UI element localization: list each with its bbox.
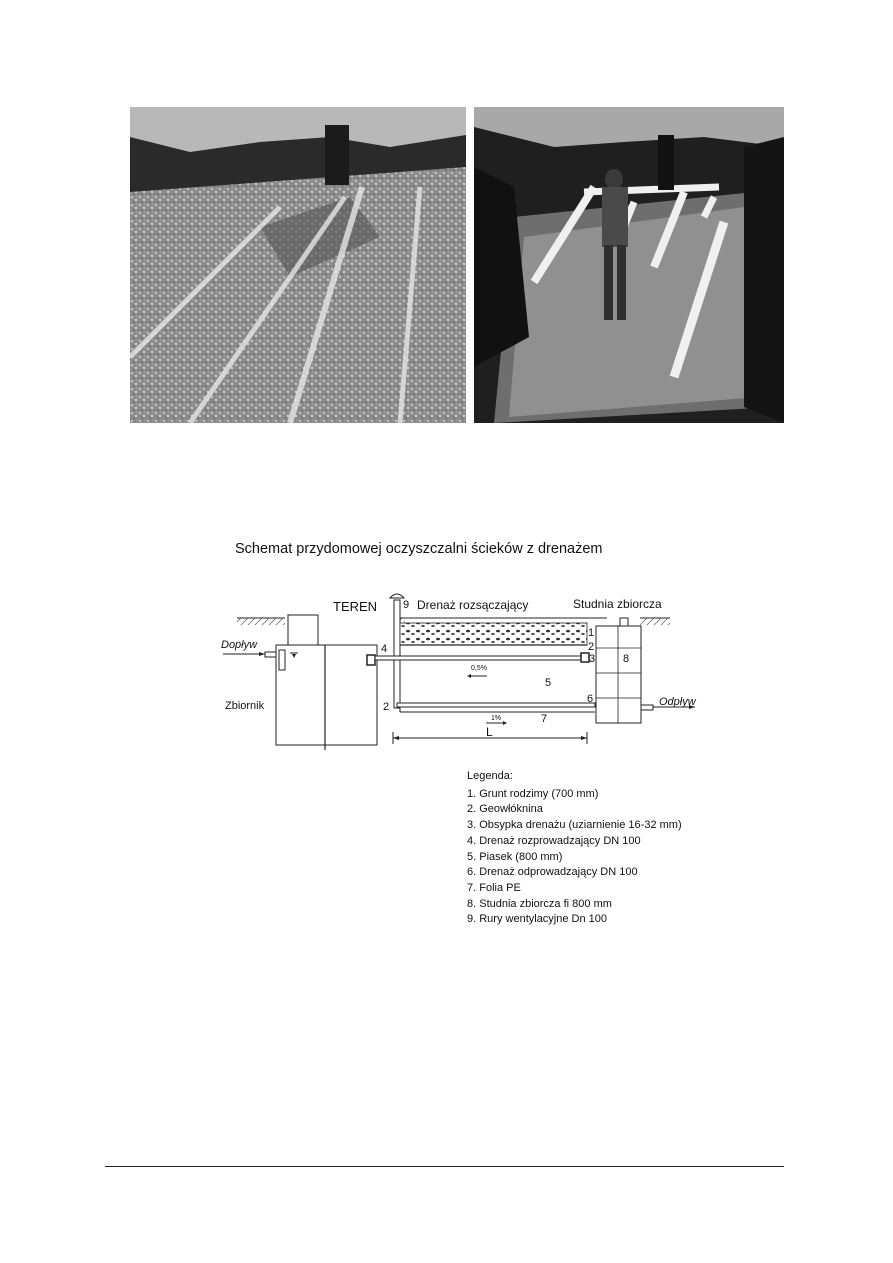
legend-item: 1. Grunt rodzimy (700 mm) (467, 787, 599, 800)
photo-drain-pipes (474, 107, 784, 423)
ventilation-pipe (390, 594, 404, 708)
legend-item: 4. Drenaż rozprowadzający DN 100 (467, 834, 641, 847)
callout-4: 4 (381, 643, 388, 655)
callout-9: 9 (403, 599, 410, 611)
label-length: L (486, 725, 493, 739)
label-studnia: Studnia zbiorcza (573, 597, 662, 611)
label-doplyw: Dopływ (221, 639, 258, 651)
label-odplyw: Odpływ (659, 696, 696, 708)
drainage-bed (375, 623, 595, 725)
label-slope-top: 0,5% (471, 665, 487, 672)
legend-item: 9. Rury wentylacyjne Dn 100 (467, 913, 608, 926)
callout-2-tank: 2 (383, 701, 390, 713)
legend (467, 769, 682, 928)
label-zbiornik: Zbiornik (225, 700, 265, 712)
legend-item: 3. Obsypka drenażu (uziarnienie 16-32 mm) (467, 819, 682, 832)
legend-list (467, 787, 682, 928)
legend-item: 6. Drenaż odprowadzający DN 100 (467, 866, 638, 879)
wastewater-schematic (215, 588, 715, 760)
callout-1: 1 (588, 627, 595, 639)
footer-rule (105, 1166, 784, 1167)
legend-item: 7. Folia PE (467, 881, 521, 894)
diagram-title: Schemat przydomowej oczyszczalni ścieków z drenażem (235, 541, 603, 557)
label-slope-bottom: 1% (491, 715, 502, 722)
callout-7: 7 (541, 713, 548, 725)
photo-gravel-bed (130, 107, 466, 423)
legend-title: Legenda: (467, 770, 513, 782)
inlet-pipe (223, 652, 276, 657)
label-teren: TEREN (333, 599, 378, 614)
legend-item: 5. Piasek (800 mm) (467, 850, 563, 863)
label-drenaz: Drenaż rozsączający (417, 598, 529, 612)
callout-2: 2 (588, 641, 595, 653)
callout-3: 3 (589, 653, 596, 665)
callout-6: 6 (587, 693, 594, 705)
septic-tank (276, 615, 377, 750)
callout-5: 5 (545, 677, 552, 689)
callout-8: 8 (623, 653, 630, 665)
legend-item: 2. Geowłóknina (467, 803, 543, 816)
legend-item: 8. Studnia zbiorcza fi 800 mm (467, 897, 612, 910)
